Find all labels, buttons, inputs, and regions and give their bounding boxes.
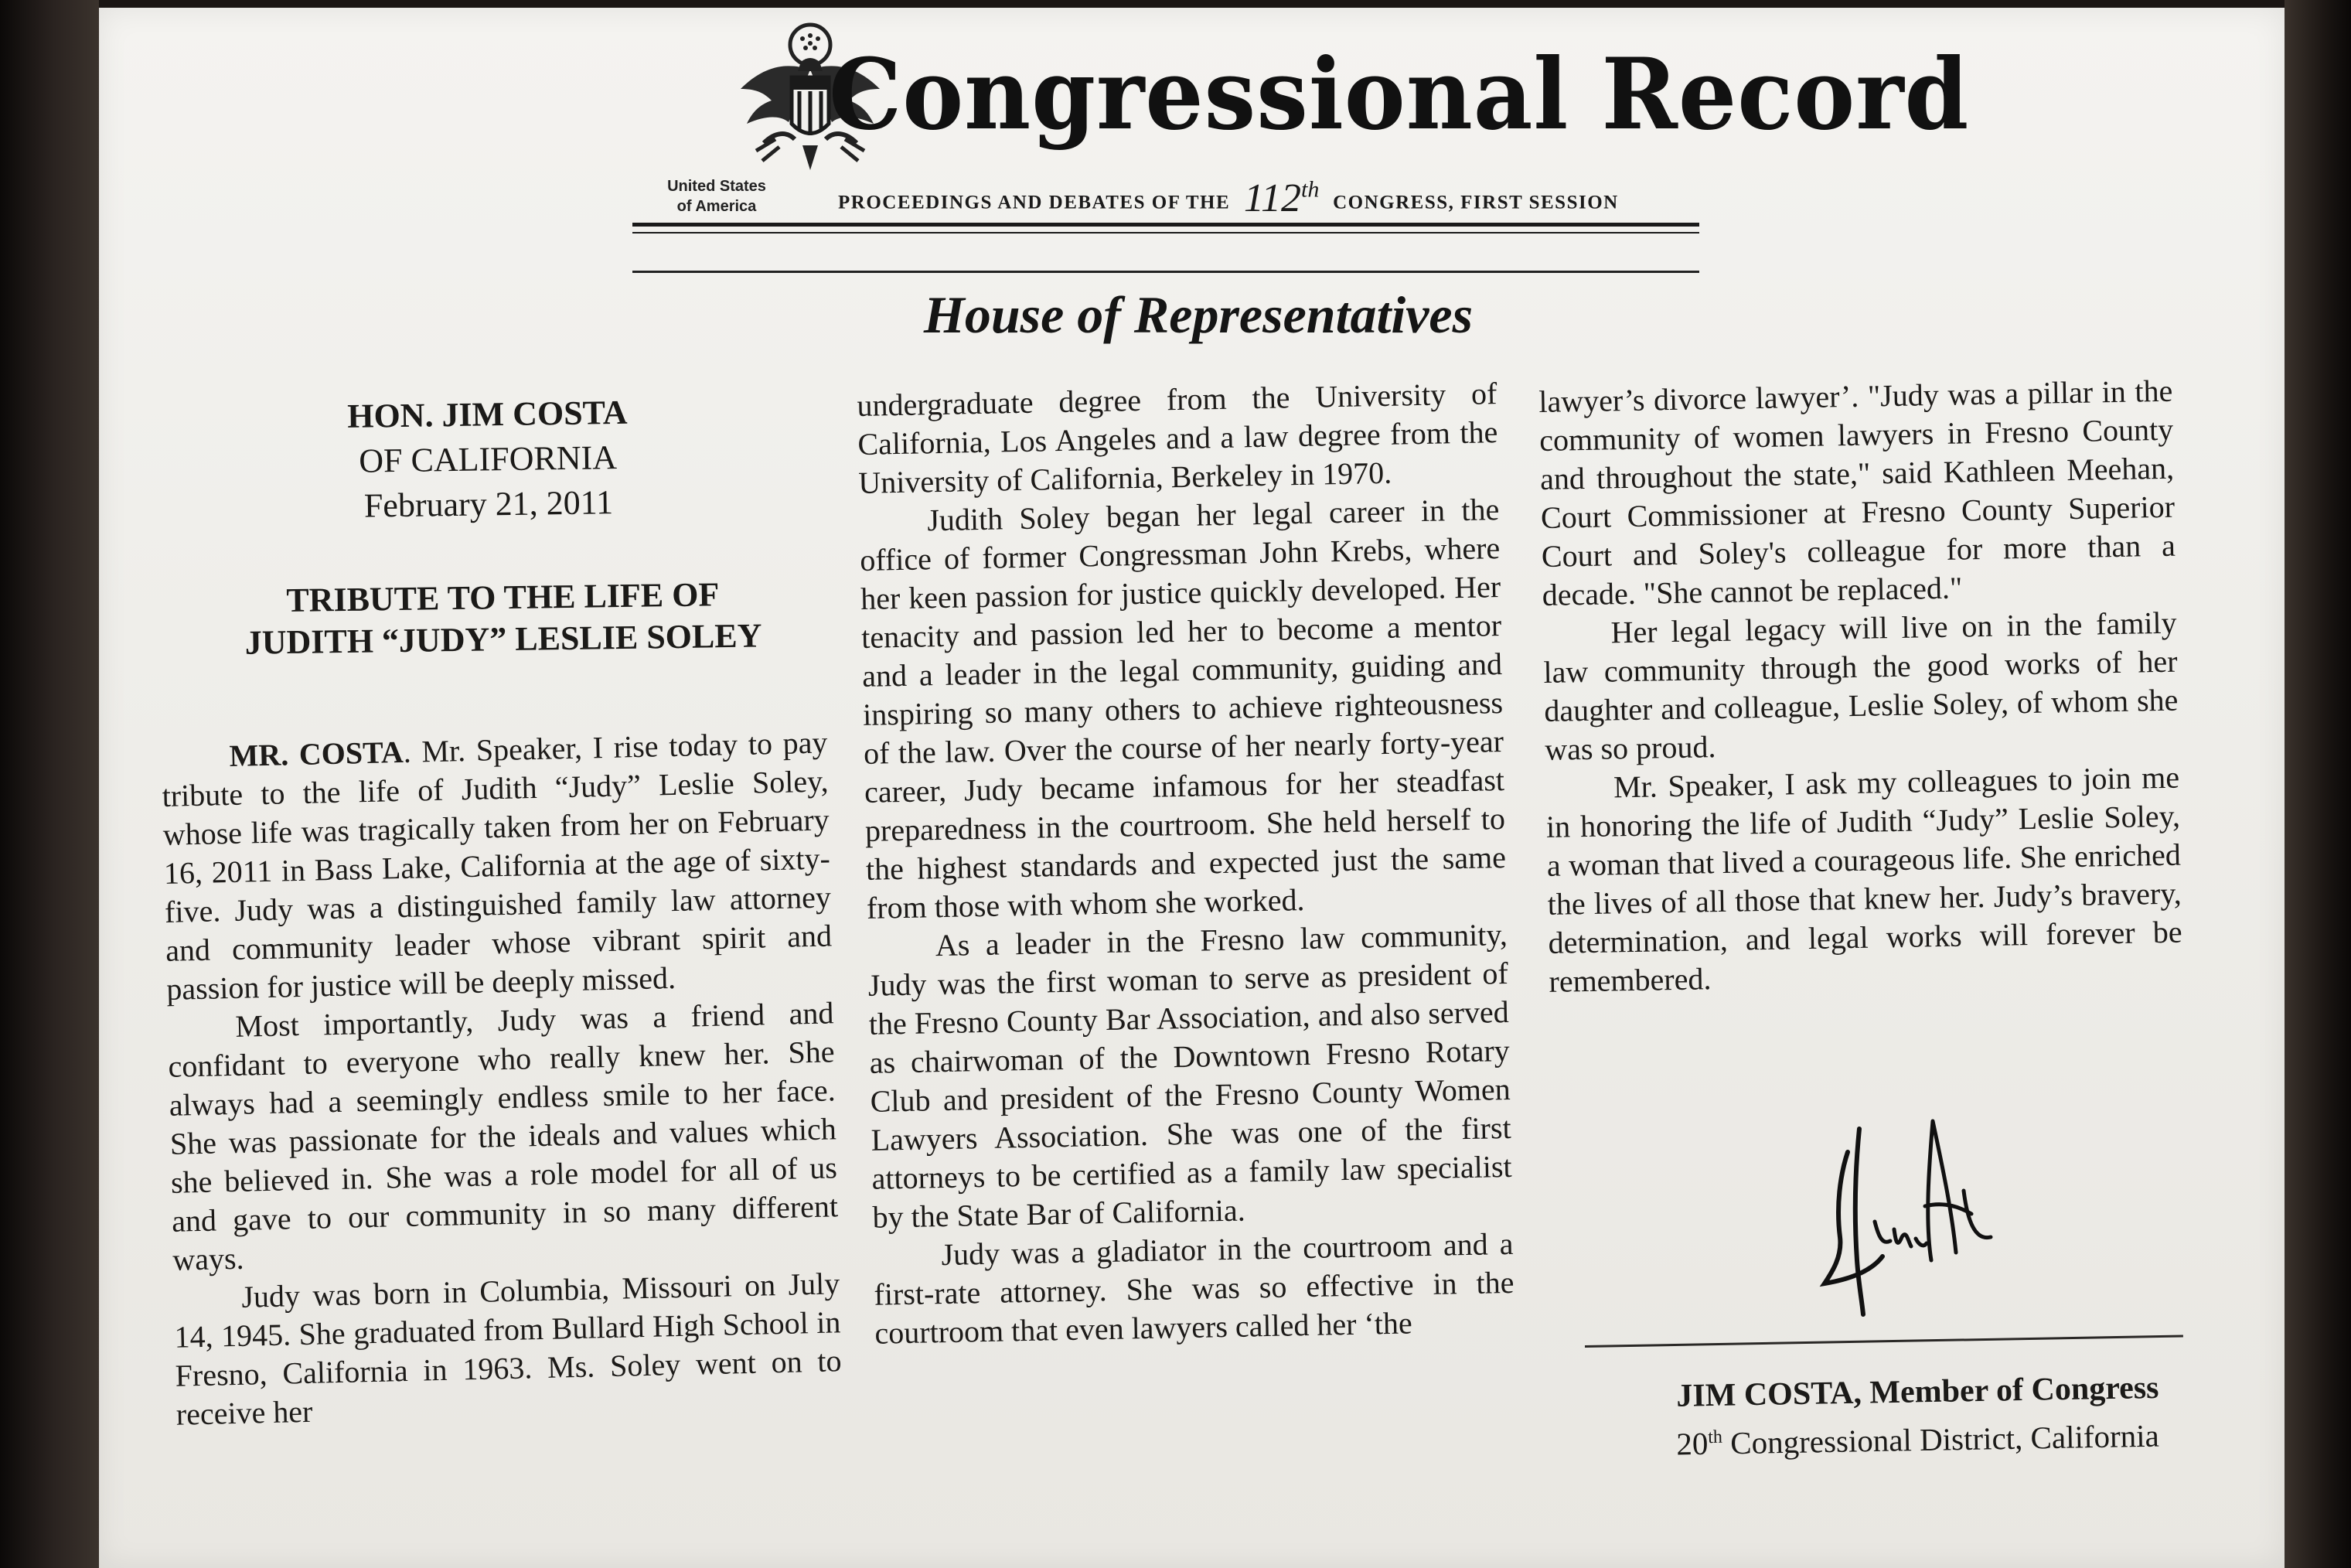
paragraph: Judith Soley began her legal career in the office of former Congressman John Krebs, where her keen passion for justice quickly developed. Her tenacity and passion led her to become a mentor and a leader in the legal community, guiding and inspiring so many others to achieve righteousness of the law. Over the course of her nearly forty-year career, Judy became infamous for her steadfast preparedness in the courtroom. She held herself to the highest standards and expected just the same from those with whom she worked. [859,492,1507,925]
honoree-block [232,389,744,530]
member-title: JIM COSTA, Member of Congress [1675,1369,2159,1414]
subtitle-prefix: PROCEEDINGS AND DEBATES OF THE [838,192,1231,213]
district-suffix: th [1707,1427,1723,1448]
congress-number [1244,176,1319,220]
paragraph: Most importantly, Judy was a friend and confidant to everyone who really knew her. She always had a seemingly endless smile to her face. She was passionate for the ideals and values which she believed in. She was a role model for all of us and gave to our community in so many different ways. [168,995,839,1277]
handwritten-signature [1817,1106,2002,1330]
congress-number-value: 112 [1243,176,1302,221]
congress-suffix: th [1301,177,1320,203]
honoree-state: OF CALIFORNIA [358,438,618,480]
paragraph: As a leader in the Fresno law community, Judy was the first woman to serve as president of the Fresno County Bar Association, and also served as chairwoman of the Downtown Fresno Rotary Club and president of the Fresno County Women Lawyers Association. She was one of the first attorneys to be certified as a family law specialist by the State Bar of California. [867,916,1512,1235]
text-column-2 [857,374,1515,1353]
subtitle-suffix: CONGRESS, FIRST SESSION [1333,192,1619,213]
statement-date: February 21, 2011 [363,483,614,525]
masthead-rule-thick [632,223,1699,227]
paragraph [161,723,833,1008]
seal-caption-line1: United States [667,178,766,195]
district-number: 20 [1675,1425,1709,1462]
chamber-rule [632,271,1699,273]
text-column-3 [1538,372,2183,1001]
speaker-name: MR. COSTA [229,734,404,773]
frame-right [2285,0,2351,1568]
paragraph: lawyer’s divorce lawyer’. "Judy was a pillar in the community of women lawyers in Fresno County and throughout the state," said Kathleen Meehan, Court Commissioner at Fresno County Superior Court and Soley's colleague for more than a decade. "She cannot be replaced." [1538,373,2176,612]
tribute-heading [178,572,828,665]
chamber-heading: House of Representatives [923,285,1474,344]
district-text: Congressional District, California [1722,1417,2160,1461]
paragraph: Judy was born in Columbia, Missouri on July 14, 1945. She graduated from Bullard High School in Fresno, California in 1963. Ms. Soley went on to receive her [174,1266,842,1432]
paragraph: Mr. Speaker, I ask my colleagues to join me in honoring the life of Judith “Judy” Leslie Soley, a woman that lived a courageous life. She enriched the lives of all those that knew her. Judy’s bravery, determination, and legal works will forever be remembered. [1545,759,2182,999]
paragraph: undergraduate degree from the University of California, Los Angeles and a law degree from the University of California, Berkeley in 1970. [857,376,1498,500]
masthead-rule-thin [632,232,1699,233]
paragraph: Her legal legacy will live on in the family law community through the good works of her daughter and colleague, Leslie Soley, of whom she was so proud. [1543,605,2179,767]
text-column-1 [161,723,843,1433]
masthead-title: Congressional Record [829,37,1970,152]
paragraph-text: . Mr. Speaker, I rise today to pay tribute to the life of Judith “Judy” Leslie Soley, whose life was tragically taken from her on February 16, 2011 in Bass Lake, California at the age of sixty-five. Judy was a distinguished family law attorney and community leader whose vibrant spirit and passion for justice will be deeply missed. [162,724,833,1007]
paragraph: Judy was a gladiator in the courtroom and a first-rate attorney. She was so effective in the courtroom that even lawyers called her ‘the [874,1225,1515,1351]
masthead-subtitle [838,167,1696,226]
tribute-heading-line1: TRIBUTE TO THE LIFE OF [286,575,720,620]
honoree-name: HON. JIM COSTA [346,393,628,435]
seal-caption [643,176,790,216]
tribute-heading-line2: JUDITH “JUDY” LESLIE SOLEY [244,616,762,662]
seal-caption-line2: of America [676,198,757,215]
frame-left [0,0,99,1568]
